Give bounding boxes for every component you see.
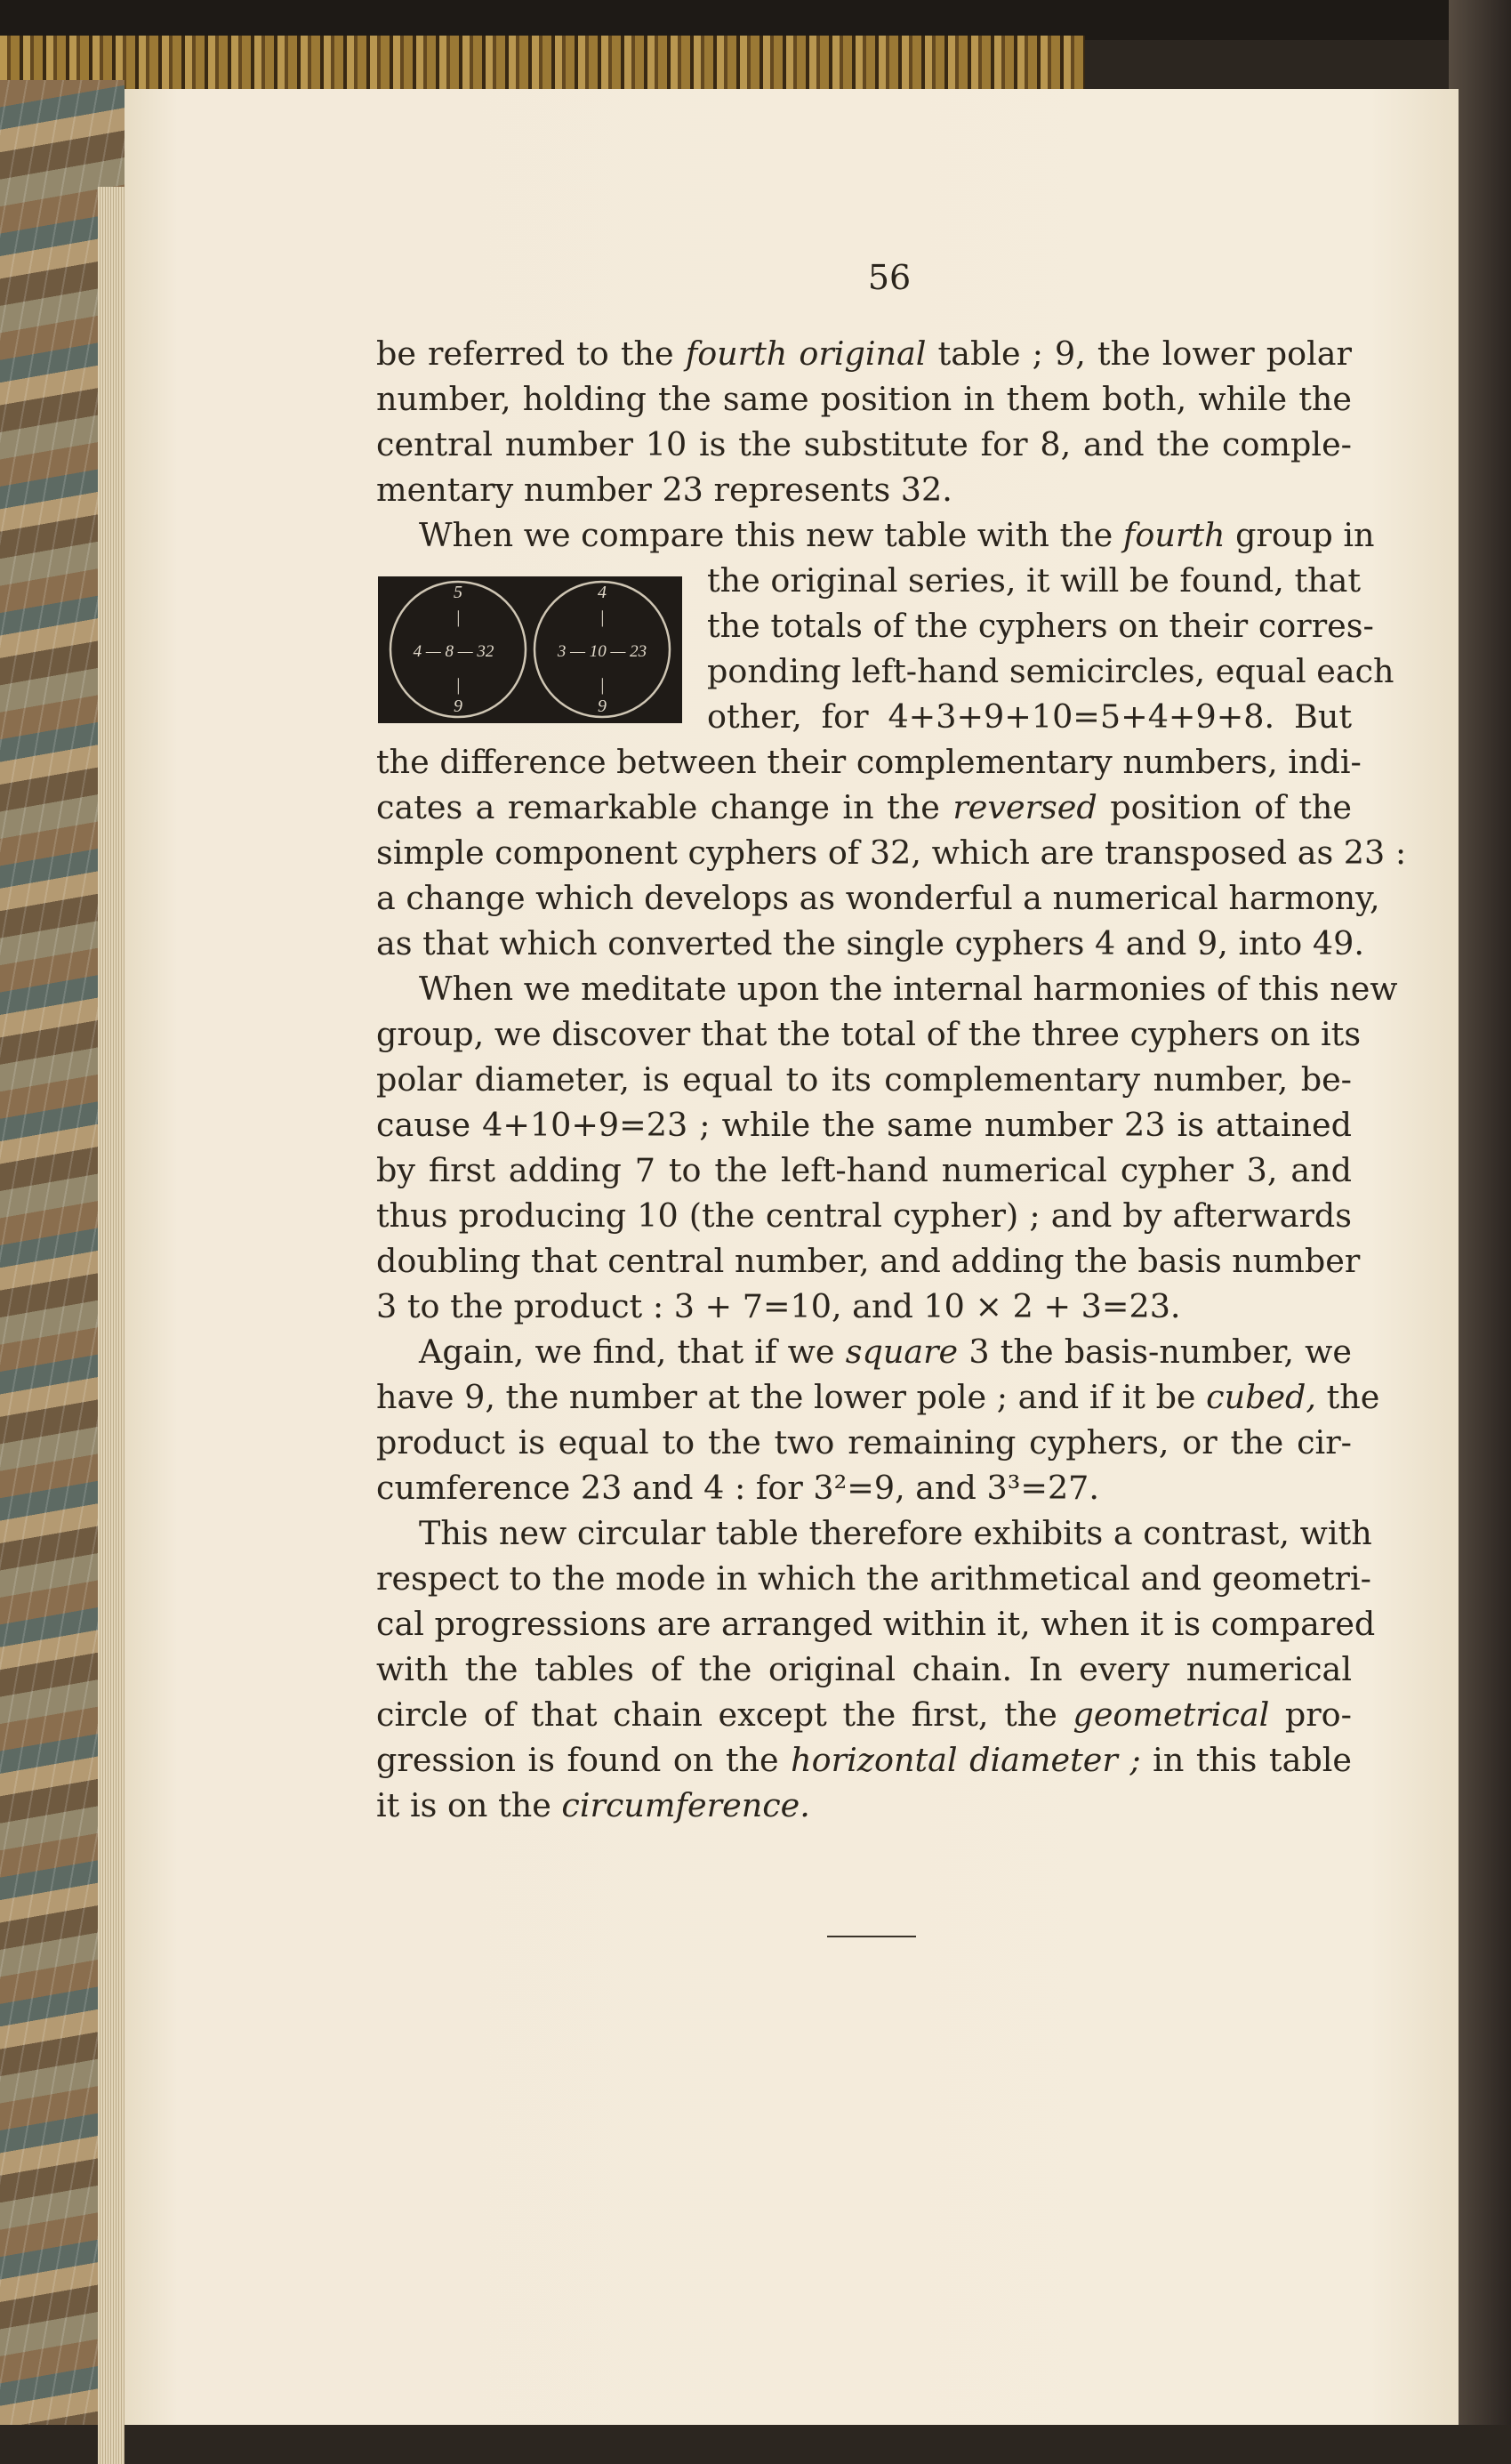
text-line: cause 4+10+9=23 ; while the same number 23 is attained	[376, 1106, 1352, 1144]
paragraph-3	[376, 966, 1398, 1329]
left-diameter: 4 — 8 — 32	[413, 642, 494, 661]
text-line: group, we discover that the total of the three cyphers on its	[376, 1015, 1362, 1053]
svg-text:|: |	[599, 675, 605, 695]
text-line: gression is found on the horizontal diameter ; in this table	[376, 1741, 1352, 1779]
text-line: respect to the mode in which the arithmetical and geometri-	[376, 1559, 1371, 1598]
text-line: ponding left-hand semicircles, equal each	[707, 652, 1394, 690]
text-line: cumference 23 and 4 : for 3²=9, and 3³=27.	[376, 1469, 1099, 1507]
page-number: 56	[867, 258, 912, 297]
right-diameter: 3 — 10 — 23	[557, 642, 647, 661]
text-line: it is on the circumference.	[376, 1786, 810, 1824]
text-line: the original series, it will be found, that	[707, 561, 1362, 600]
text-line: central number 10 is the substitute for 8, and the comple-	[376, 425, 1352, 463]
text-line: product is equal to the two remaining cyphers, or the cir-	[376, 1423, 1352, 1461]
text-line: mentary number 23 represents 32.	[376, 471, 952, 509]
svg-text:|: |	[455, 675, 461, 695]
text-line: When we meditate upon the internal harmonies of this new	[419, 970, 1398, 1008]
scan-top-edge	[0, 0, 1511, 40]
text-line: Again, we find, that if we square 3 the basis-number, we	[419, 1333, 1352, 1371]
text-line: cates a remarkable change in the reversed position of the	[376, 788, 1352, 826]
paragraph-5	[376, 1510, 1376, 1828]
text-line: doubling that central number, and adding the basis number	[376, 1242, 1361, 1280]
text-line: number, holding the same position in them both, while the	[376, 380, 1352, 418]
text-line: When we compare this new table with the fourth group in	[419, 516, 1375, 554]
text-line: This new circular table therefore exhibits a contrast, with	[419, 1514, 1372, 1552]
text-line: cal progressions are arranged within it, when it is compared	[376, 1605, 1376, 1643]
circular-table-figure	[378, 576, 682, 723]
left-bottom-number: 9	[454, 697, 462, 716]
text-line: the difference between their complementary numbers, indi-	[376, 743, 1362, 781]
end-rule	[827, 1936, 916, 1937]
svg-text:|: |	[455, 608, 461, 627]
right-top-number: 4	[598, 583, 607, 602]
text-line: simple component cyphers of 32, which are transposed as 23 :	[376, 833, 1407, 872]
text-line: as that which converted the single cyphers 4 and 9, into 49.	[376, 924, 1364, 962]
text-line: circle of that chain except the first, the geometrical pro-	[376, 1695, 1352, 1734]
marbled-page-edge	[0, 80, 125, 2425]
text-line: with the tables of the original chain. In every numerical	[376, 1650, 1352, 1688]
text-line: 3 to the product : 3 + 7=10, and 10 × 2 + 3=23.	[376, 1287, 1181, 1325]
text-line: a change which develops as wonderful a numerical harmony,	[376, 879, 1380, 917]
text-line: be referred to the fourth original table ; 9, the lower polar	[376, 334, 1352, 373]
text-line: polar diameter, is equal to its complementary number, be-	[376, 1060, 1352, 1099]
paragraph-4	[376, 1329, 1380, 1510]
left-top-number: 5	[454, 583, 462, 602]
text-line: thus producing 10 (the central cypher) ; and by afterwards	[376, 1196, 1352, 1235]
text-line: the totals of the cyphers on their corres-	[707, 607, 1374, 645]
text-line: other, for 4+3+9+10=5+4+9+8. But	[707, 697, 1352, 736]
paragraph-1	[376, 331, 1352, 512]
right-bottom-number: 9	[598, 697, 607, 716]
text-line: by first adding 7 to the left-hand numerical cypher 3, and	[376, 1151, 1352, 1189]
svg-text:|: |	[599, 608, 605, 627]
text-line: have 9, the number at the lower pole ; and if it be cubed, the	[376, 1378, 1380, 1416]
